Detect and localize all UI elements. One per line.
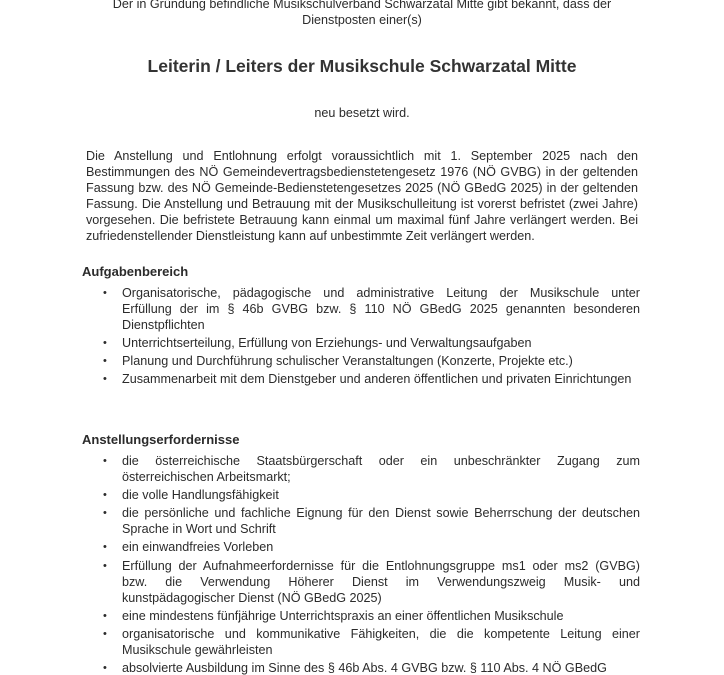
list-item <box>100 285 640 333</box>
list-item-line: österreichischen Arbeitsmarkt; <box>122 470 291 485</box>
bullet-icon: • <box>103 662 107 675</box>
list-item-line: Zusammenarbeit mit dem Dienstgeber und anderen öffentlichen und privaten Einrichtungen <box>122 372 632 387</box>
bullet-icon: • <box>103 373 107 386</box>
list-item-line: kunstpädagogischer Dienst (NÖ GBedG 2025) <box>122 590 382 605</box>
list-item-line: die volle Handlungsfähigkeit <box>122 488 279 503</box>
bullet-icon: • <box>103 559 107 572</box>
employment-paragraph <box>86 148 638 245</box>
paragraph-line: Bestimmungen des NÖ Gemeindevertragsbedienstetengesetz 1976 (NÖ GVBG) in der geltenden <box>86 165 638 180</box>
list-item-line: Dienstpflichten <box>122 318 205 333</box>
list-item <box>100 335 640 351</box>
list-item-line: organisatorische und kommunikative Fähigkeiten, die die kompetente Leitung einer <box>122 626 640 641</box>
list-item <box>100 487 640 503</box>
page-subtitle: neu besetzt wird. <box>314 106 410 120</box>
list-item <box>100 505 640 537</box>
list-item-line: eine mindestens fünfjährige Unterrichtspraxis an einer öffentlichen Musikschule <box>122 608 564 623</box>
page-title: Leiterin / Leiters der Musikschule Schwarzatal Mitte <box>147 56 577 76</box>
paragraph-line: Fassung. Die Anstellung und Betrauung mit der Musikschulleitung ist vorerst befristet (zwei Jahre) <box>86 197 638 212</box>
list-item-line: die österreichische Staatsbürgerschaft oder ein unbeschränkter Zugang zum <box>122 454 640 468</box>
list-item <box>100 660 640 675</box>
paragraph-line: Die Anstellung und Entlohnung erfolgt voraussichtlich mit 1. September 2025 nach den <box>86 149 638 163</box>
intro-line-2: Dienstposten einer(s) <box>302 13 422 27</box>
list-item <box>100 558 640 606</box>
bullet-icon: • <box>103 455 107 467</box>
list-item-line: absolvierte Ausbildung im Sinne des § 46b Abs. 4 GVBG bzw. § 110 Abs. 4 NÖ GBedG <box>122 661 607 675</box>
paragraph-line: zufriedenstellender Dienstleistung kann auf unbestimmte Zeit verlängert werden. <box>86 229 535 244</box>
bullet-icon: • <box>103 355 107 368</box>
paragraph-line: vorgesehen. Die befristete Betrauung kann einmal um maximal fünf Jahre verlängert werden. Bei <box>86 213 638 228</box>
bullet-icon: • <box>103 627 107 640</box>
list-item-line: bzw. die Verwendung Höherer Dienst im Verwendungszweig Musik- und <box>122 574 640 589</box>
paragraph-line: Fassung bzw. des NÖ Gemeinde-Bedienstetengesetzes 2025 (NÖ GBedG 2025) in der geltenden <box>86 181 638 196</box>
list-item <box>100 353 640 369</box>
list-item-line: Erfüllung der Aufnahmeerfordernisse für die Entlohnungsgruppe ms1 oder ms2 (GVBG) <box>122 558 640 573</box>
bullet-icon: • <box>103 541 107 554</box>
list-item <box>100 453 640 485</box>
bullet-icon: • <box>103 287 107 299</box>
list-item-line: Unterrichtserteilung, Erfüllung von Erziehungs- und Verwaltungsaufgaben <box>122 336 532 351</box>
list-item-line: die persönliche und fachliche Eignung für den Dienst sowie Beherrschung der deutschen <box>122 506 640 521</box>
bullet-icon: • <box>103 489 107 502</box>
aufgaben-list <box>100 285 640 390</box>
section-heading-erfordernisse: Anstellungserfordernisse <box>82 432 240 447</box>
bullet-icon: • <box>103 609 107 622</box>
list-item-line: Erfüllung der im § 46b GVBG bzw. § 110 NÖ GBedG 2025 genannten besonderen <box>122 302 640 317</box>
list-item-line: Planung und Durchführung schulischer Veranstaltungen (Konzerte, Projekte etc.) <box>122 354 573 369</box>
list-item-line: Musikschule gewährleisten <box>122 643 273 658</box>
bullet-icon: • <box>103 337 107 350</box>
list-item <box>100 608 640 624</box>
list-item-line: Sprache in Wort und Schrift <box>122 522 276 537</box>
list-item <box>100 539 640 555</box>
intro-line-1: Der in Gründung befindliche Musikschulverband Schwarzatal Mitte gibt bekannt, dass der <box>112 0 612 11</box>
bullet-icon: • <box>103 507 107 520</box>
list-item <box>100 626 640 658</box>
intro-text <box>0 0 724 28</box>
section-heading-aufgaben: Aufgabenbereich <box>82 264 189 279</box>
list-item-line: ein einwandfreies Vorleben <box>122 540 274 555</box>
list-item-line: Organisatorische, pädagogische und administrative Leitung der Musikschule unter <box>122 286 640 300</box>
erfordernisse-list <box>100 453 640 675</box>
list-item <box>100 371 640 387</box>
